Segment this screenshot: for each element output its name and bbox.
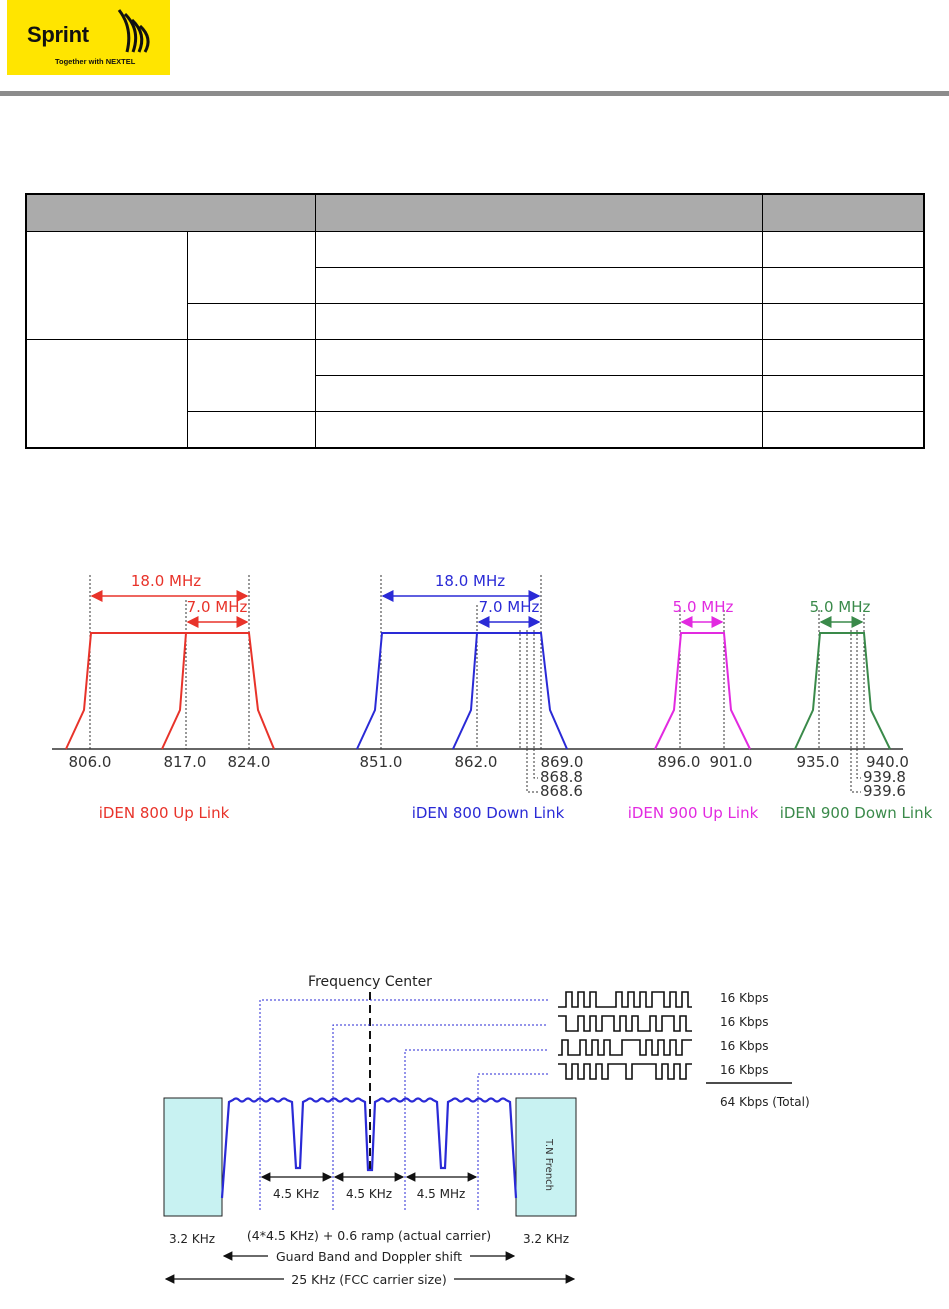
span-label: 18.0 MHz [130,572,202,590]
guard-left-label: 3.2 KHz [168,1232,216,1246]
band-caption: iDEN 800 Up Link [98,804,230,822]
left-guard-box [164,1098,222,1216]
tick-label: 940.0 [866,753,909,771]
spacing-label: 4.5 KHz [345,1187,393,1201]
band-caption: iDEN 900 Up Link [627,804,759,822]
brand-name: Sprint [27,22,89,47]
brand-tagline: Together with NEXTEL [55,57,136,66]
frequency-center-label: Frequency Center [308,974,432,990]
rate-label: 16 Kbps [720,1039,769,1053]
rate-label: 16 Kbps [720,1063,769,1077]
rate-label: 16 Kbps [720,1015,769,1029]
band-caption: iDEN 800 Down Link [411,804,565,822]
total-rate-label: 64 Kbps (Total) [720,1095,810,1109]
tick-label: 901.0 [709,753,753,771]
tick-label: 939.6 [863,782,906,800]
tick-label: 868.6 [540,782,583,800]
band-caption: iDEN 900 Down Link [779,804,933,822]
tick-label: 824.0 [227,753,271,771]
tick-label: 896.0 [657,753,701,771]
iden-900-downlink [780,598,933,822]
rate-label: 16 Kbps [720,991,769,1005]
iden-800-uplink [66,572,274,822]
bitstream-waveforms [558,992,692,1079]
iden-800-downlink [357,572,583,822]
spacing-label: 4.5 KHz [272,1187,320,1201]
span-label: 5.0 MHz [809,598,871,616]
span-label: 18.0 MHz [434,572,506,590]
guard-band-label: Guard Band and Doppler shift [275,1249,463,1264]
tick-label: 806.0 [68,753,112,771]
tick-label: 869.0 [540,753,584,771]
fcc-carrier-label: 25 KHz (FCC carrier size) [291,1272,447,1287]
tick-label: 862.0 [454,753,498,771]
tick-label: 817.0 [163,753,207,771]
iden-900-uplink [628,598,759,822]
spacing-label: 4.5 MHz [416,1187,466,1201]
guard-right-label: 3.2 KHz [522,1232,570,1246]
tick-label: 935.0 [796,753,840,771]
tick-label: 868.8 [540,768,583,786]
tick-label: 851.0 [359,753,403,771]
span-label: 5.0 MHz [672,598,734,616]
carrier-structure-diagram [0,960,949,1309]
span-label: 7.0 MHz [186,598,248,616]
trench-label: T.N French [543,1138,554,1192]
span-label: 7.0 MHz [478,598,540,616]
actual-carrier-label: (4*4.5 KHz) + 0.6 ramp (actual carrier) [246,1228,492,1243]
tick-label: 939.8 [863,768,906,786]
